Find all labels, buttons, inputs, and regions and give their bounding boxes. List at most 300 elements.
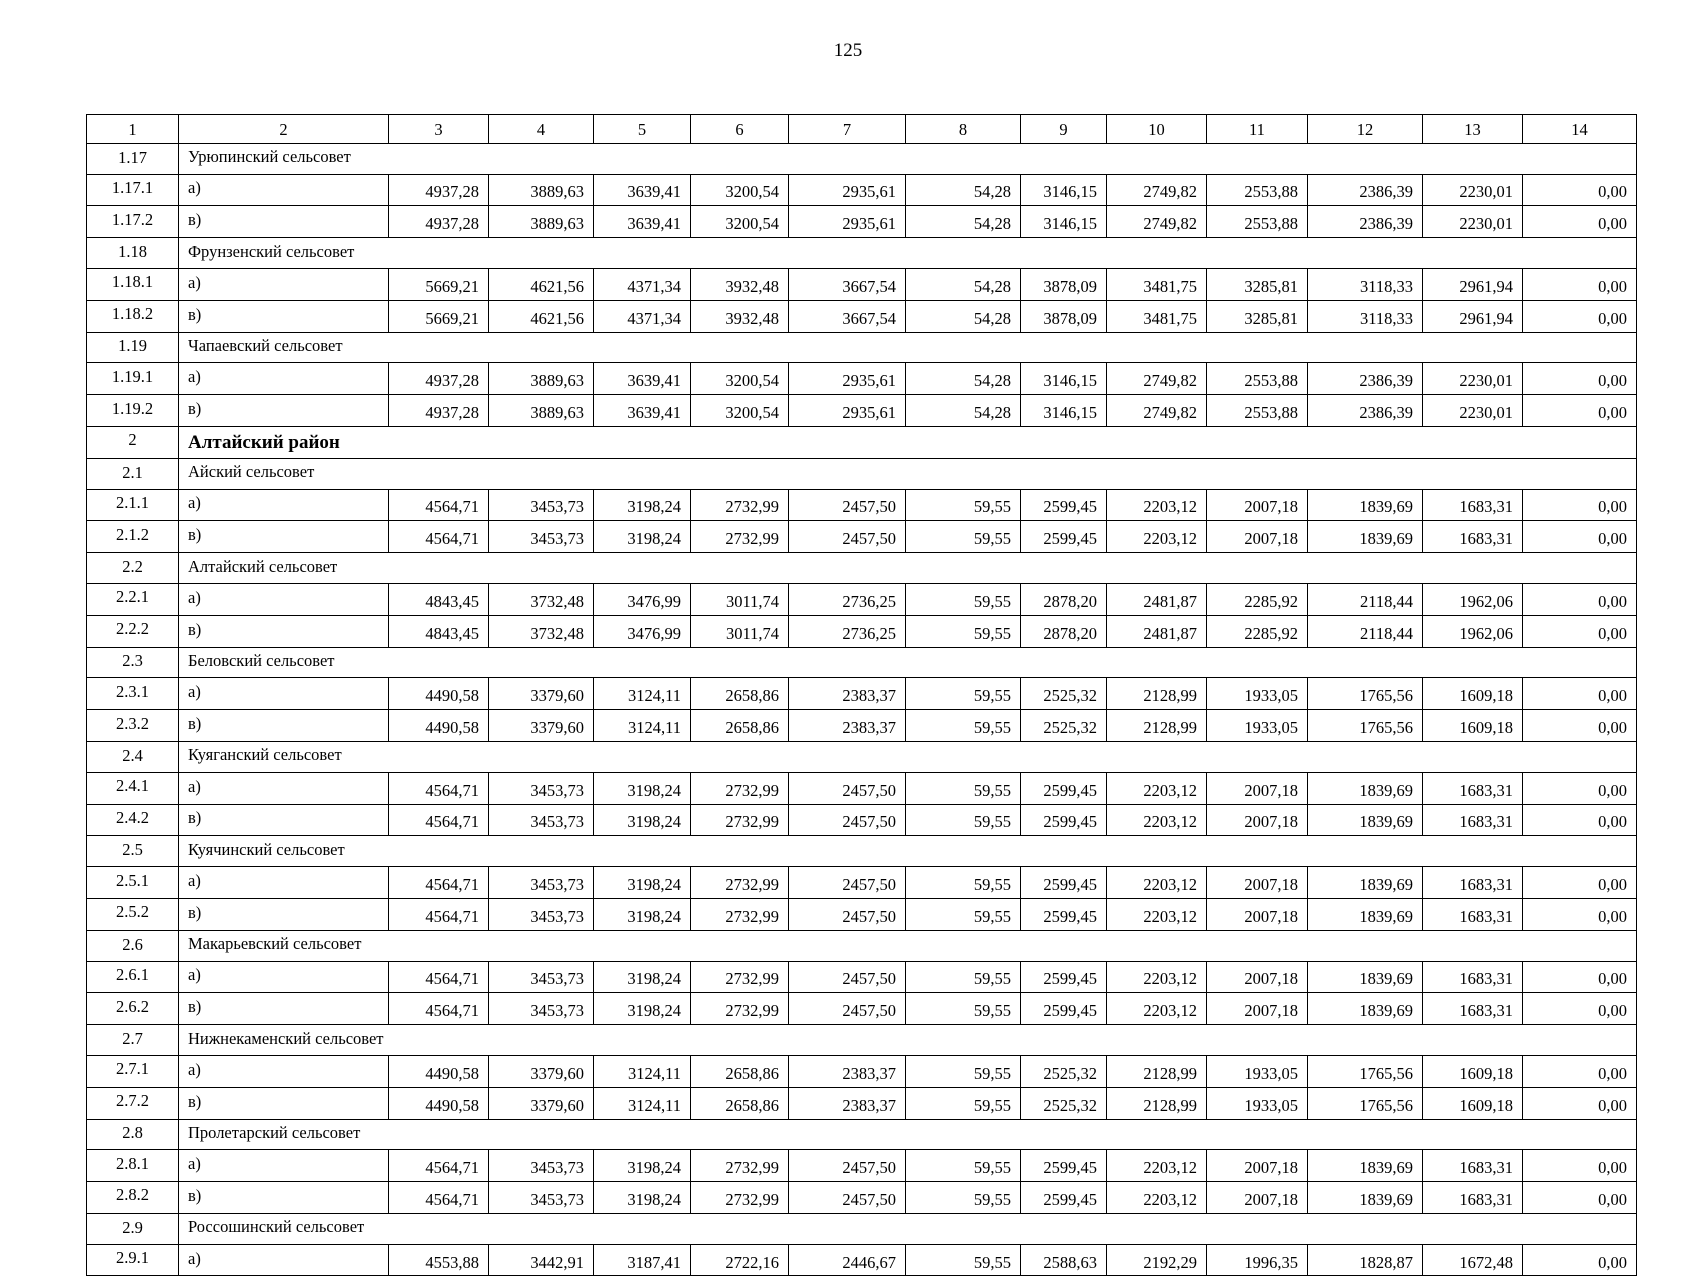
value-cell-col-11: 2007,18: [1207, 804, 1308, 836]
group-header-row: [87, 1119, 1637, 1150]
group-header-row: [87, 741, 1637, 772]
district-name: Алтайский район: [179, 426, 1637, 458]
header-row: [87, 115, 1637, 144]
value-cell-col-3: 4490,58: [389, 678, 489, 710]
value-cell-col-6: 2732,99: [691, 867, 789, 899]
value-cell-col-7: 2457,50: [789, 898, 906, 930]
value-cell-col-8: 59,55: [906, 489, 1021, 521]
value-cell-col-13: 1672,48: [1423, 1244, 1523, 1276]
value-cell-col-5: 3124,11: [594, 1055, 691, 1087]
row-label: в): [179, 300, 389, 332]
column-header-5: 5: [594, 115, 691, 144]
value-cell-col-10: 2128,99: [1107, 710, 1207, 742]
value-cell-col-10: 2203,12: [1107, 1150, 1207, 1182]
value-cell-col-12: 2386,39: [1308, 174, 1423, 206]
value-cell-col-3: 4564,71: [389, 489, 489, 521]
value-cell-col-7: 2383,37: [789, 1087, 906, 1119]
value-cell-col-10: 3481,75: [1107, 268, 1207, 300]
value-cell-col-14: 0,00: [1523, 1055, 1637, 1087]
value-cell-col-5: 4371,34: [594, 300, 691, 332]
value-cell-col-9: 3146,15: [1021, 174, 1107, 206]
value-cell-col-11: 2553,88: [1207, 363, 1308, 395]
value-cell-col-3: 4564,71: [389, 772, 489, 804]
value-cell-col-14: 0,00: [1523, 206, 1637, 238]
column-header-11: 11: [1207, 115, 1308, 144]
value-cell-col-12: 1839,69: [1308, 993, 1423, 1025]
value-cell-col-14: 0,00: [1523, 583, 1637, 615]
value-cell-col-10: 2203,12: [1107, 961, 1207, 993]
value-cell-col-14: 0,00: [1523, 1244, 1637, 1276]
column-header-7: 7: [789, 115, 906, 144]
value-cell-col-14: 0,00: [1523, 268, 1637, 300]
value-cell-col-5: 3639,41: [594, 363, 691, 395]
row-label: в): [179, 206, 389, 238]
value-cell-col-13: 1962,06: [1423, 615, 1523, 647]
value-cell-col-12: 2118,44: [1308, 615, 1423, 647]
value-cell-col-9: 2599,45: [1021, 521, 1107, 553]
value-cell-col-13: 2230,01: [1423, 174, 1523, 206]
value-cell-col-5: 3198,24: [594, 1182, 691, 1214]
row-label: в): [179, 521, 389, 553]
row-label: в): [179, 993, 389, 1025]
value-cell-col-11: 2007,18: [1207, 961, 1308, 993]
row-index: 2.2.1: [87, 583, 179, 615]
value-cell-col-7: 2457,50: [789, 867, 906, 899]
value-cell-col-3: 4564,71: [389, 993, 489, 1025]
value-cell-col-7: 3667,54: [789, 268, 906, 300]
value-cell-col-4: 3453,73: [489, 489, 594, 521]
settlement-name: Пролетарский сельсовет: [179, 1119, 1637, 1150]
group-header-row: [87, 238, 1637, 269]
table-row: [87, 395, 1637, 427]
value-cell-col-6: 3200,54: [691, 174, 789, 206]
value-cell-col-12: 1839,69: [1308, 1182, 1423, 1214]
value-cell-col-6: 2732,99: [691, 772, 789, 804]
row-index: 1.19.1: [87, 363, 179, 395]
row-label: а): [179, 1150, 389, 1182]
settlement-name: Беловский сельсовет: [179, 647, 1637, 678]
column-header-1: 1: [87, 115, 179, 144]
value-cell-col-14: 0,00: [1523, 1182, 1637, 1214]
value-cell-col-6: 3932,48: [691, 300, 789, 332]
table-row: [87, 898, 1637, 930]
table-row: [87, 489, 1637, 521]
value-cell-col-14: 0,00: [1523, 363, 1637, 395]
group-header-row: [87, 1213, 1637, 1244]
value-cell-col-10: 2203,12: [1107, 772, 1207, 804]
value-cell-col-14: 0,00: [1523, 867, 1637, 899]
value-cell-col-11: 2553,88: [1207, 206, 1308, 238]
value-cell-col-14: 0,00: [1523, 710, 1637, 742]
value-cell-col-5: 3198,24: [594, 489, 691, 521]
value-cell-col-13: 1683,31: [1423, 1182, 1523, 1214]
table-row: [87, 615, 1637, 647]
value-cell-col-10: 2749,82: [1107, 395, 1207, 427]
group-header-row: [87, 1025, 1637, 1056]
row-index: 2.4: [87, 741, 179, 772]
value-cell-col-3: 5669,21: [389, 268, 489, 300]
row-label: в): [179, 804, 389, 836]
value-cell-col-6: 2732,99: [691, 489, 789, 521]
value-cell-col-3: 4564,71: [389, 804, 489, 836]
value-cell-col-3: 4490,58: [389, 1087, 489, 1119]
value-cell-col-6: 2732,99: [691, 898, 789, 930]
value-cell-col-9: 3878,09: [1021, 268, 1107, 300]
row-index: 2.3: [87, 647, 179, 678]
value-cell-col-7: 2736,25: [789, 583, 906, 615]
value-cell-col-10: 2203,12: [1107, 898, 1207, 930]
value-cell-col-3: 4564,71: [389, 961, 489, 993]
group-header-row: [87, 930, 1637, 961]
row-index: 1.18.1: [87, 268, 179, 300]
group-header-row: [87, 647, 1637, 678]
row-label: а): [179, 174, 389, 206]
value-cell-col-10: 2203,12: [1107, 804, 1207, 836]
row-label: а): [179, 1055, 389, 1087]
value-cell-col-9: 2525,32: [1021, 710, 1107, 742]
value-cell-col-7: 2383,37: [789, 678, 906, 710]
value-cell-col-8: 59,55: [906, 1244, 1021, 1276]
value-cell-col-13: 1609,18: [1423, 678, 1523, 710]
value-cell-col-10: 3481,75: [1107, 300, 1207, 332]
value-cell-col-6: 2732,99: [691, 521, 789, 553]
value-cell-col-11: 2007,18: [1207, 772, 1308, 804]
table-row: [87, 174, 1637, 206]
value-cell-col-12: 1839,69: [1308, 489, 1423, 521]
value-cell-col-10: 2203,12: [1107, 867, 1207, 899]
settlement-name: Айский сельсовет: [179, 458, 1637, 489]
value-cell-col-14: 0,00: [1523, 300, 1637, 332]
value-cell-col-11: 2553,88: [1207, 174, 1308, 206]
value-cell-col-13: 1683,31: [1423, 867, 1523, 899]
value-cell-col-13: 1683,31: [1423, 489, 1523, 521]
row-index: 2.9: [87, 1213, 179, 1244]
table-row: [87, 867, 1637, 899]
row-index: 1.19.2: [87, 395, 179, 427]
value-cell-col-12: 1765,56: [1308, 1087, 1423, 1119]
value-cell-col-14: 0,00: [1523, 804, 1637, 836]
value-cell-col-6: 2732,99: [691, 1150, 789, 1182]
value-cell-col-4: 3453,73: [489, 521, 594, 553]
value-cell-col-12: 2386,39: [1308, 395, 1423, 427]
value-cell-col-12: 3118,33: [1308, 268, 1423, 300]
row-index: 2.5.1: [87, 867, 179, 899]
value-cell-col-5: 4371,34: [594, 268, 691, 300]
value-cell-col-9: 2599,45: [1021, 1150, 1107, 1182]
value-cell-col-8: 59,55: [906, 804, 1021, 836]
value-cell-col-10: 2203,12: [1107, 521, 1207, 553]
row-label: а): [179, 583, 389, 615]
value-cell-col-7: 2457,50: [789, 521, 906, 553]
value-cell-col-8: 59,55: [906, 898, 1021, 930]
value-cell-col-6: 2658,86: [691, 678, 789, 710]
value-cell-col-7: 3667,54: [789, 300, 906, 332]
value-cell-col-5: 3124,11: [594, 678, 691, 710]
column-header-10: 10: [1107, 115, 1207, 144]
value-cell-col-14: 0,00: [1523, 1150, 1637, 1182]
value-cell-col-4: 3442,91: [489, 1244, 594, 1276]
value-cell-col-6: 2722,16: [691, 1244, 789, 1276]
value-cell-col-11: 3285,81: [1207, 268, 1308, 300]
row-label: а): [179, 678, 389, 710]
value-cell-col-5: 3124,11: [594, 710, 691, 742]
value-cell-col-7: 2935,61: [789, 395, 906, 427]
value-cell-col-8: 54,28: [906, 363, 1021, 395]
value-cell-col-3: 4937,28: [389, 395, 489, 427]
value-cell-col-12: 2386,39: [1308, 206, 1423, 238]
value-cell-col-7: 2457,50: [789, 772, 906, 804]
table-row: [87, 772, 1637, 804]
value-cell-col-7: 2935,61: [789, 363, 906, 395]
value-cell-col-8: 59,55: [906, 772, 1021, 804]
value-cell-col-8: 59,55: [906, 993, 1021, 1025]
row-index: 1.18: [87, 238, 179, 269]
value-cell-col-12: 1839,69: [1308, 961, 1423, 993]
value-cell-col-7: 2457,50: [789, 1182, 906, 1214]
value-cell-col-3: 4843,45: [389, 615, 489, 647]
value-cell-col-13: 1683,31: [1423, 804, 1523, 836]
value-cell-col-6: 2658,86: [691, 710, 789, 742]
settlement-name: Алтайский сельсовет: [179, 553, 1637, 584]
row-label: а): [179, 489, 389, 521]
row-index: 2.1.1: [87, 489, 179, 521]
table-row: [87, 1244, 1637, 1276]
value-cell-col-11: 1933,05: [1207, 1087, 1308, 1119]
value-cell-col-5: 3198,24: [594, 993, 691, 1025]
value-cell-col-12: 1839,69: [1308, 521, 1423, 553]
value-cell-col-3: 4553,88: [389, 1244, 489, 1276]
value-cell-col-11: 1933,05: [1207, 678, 1308, 710]
group-header-row: [87, 332, 1637, 363]
value-cell-col-6: 2732,99: [691, 993, 789, 1025]
value-cell-col-13: 1683,31: [1423, 898, 1523, 930]
value-cell-col-3: 4937,28: [389, 363, 489, 395]
value-cell-col-8: 59,55: [906, 1087, 1021, 1119]
value-cell-col-9: 2599,45: [1021, 489, 1107, 521]
value-cell-col-9: 2525,32: [1021, 1087, 1107, 1119]
value-cell-col-7: 2736,25: [789, 615, 906, 647]
value-cell-col-13: 1609,18: [1423, 1055, 1523, 1087]
value-cell-col-6: 2658,86: [691, 1055, 789, 1087]
value-cell-col-14: 0,00: [1523, 521, 1637, 553]
table-row: [87, 300, 1637, 332]
row-index: 2.8: [87, 1119, 179, 1150]
row-label: в): [179, 1087, 389, 1119]
row-label: в): [179, 1182, 389, 1214]
value-cell-col-11: 2285,92: [1207, 583, 1308, 615]
value-cell-col-13: 1962,06: [1423, 583, 1523, 615]
value-cell-col-7: 2383,37: [789, 710, 906, 742]
value-cell-col-14: 0,00: [1523, 174, 1637, 206]
row-index: 2.7.1: [87, 1055, 179, 1087]
value-cell-col-12: 1839,69: [1308, 898, 1423, 930]
value-cell-col-3: 4490,58: [389, 710, 489, 742]
value-cell-col-13: 1609,18: [1423, 1087, 1523, 1119]
table-row: [87, 1150, 1637, 1182]
row-label: а): [179, 867, 389, 899]
value-cell-col-7: 2457,50: [789, 993, 906, 1025]
value-cell-col-12: 1839,69: [1308, 1150, 1423, 1182]
value-cell-col-10: 2203,12: [1107, 1182, 1207, 1214]
value-cell-col-9: 2599,45: [1021, 772, 1107, 804]
value-cell-col-4: 3453,73: [489, 1150, 594, 1182]
row-index: 2.3.2: [87, 710, 179, 742]
value-cell-col-13: 2230,01: [1423, 363, 1523, 395]
value-cell-col-10: 2128,99: [1107, 678, 1207, 710]
value-cell-col-14: 0,00: [1523, 489, 1637, 521]
value-cell-col-11: 1933,05: [1207, 1055, 1308, 1087]
table-row: [87, 1087, 1637, 1119]
value-cell-col-10: 2203,12: [1107, 993, 1207, 1025]
value-cell-col-8: 59,55: [906, 521, 1021, 553]
value-cell-col-11: 2007,18: [1207, 1182, 1308, 1214]
value-cell-col-12: 1839,69: [1308, 772, 1423, 804]
value-cell-col-5: 3198,24: [594, 521, 691, 553]
value-cell-col-3: 4490,58: [389, 1055, 489, 1087]
value-cell-col-7: 2457,50: [789, 804, 906, 836]
value-cell-col-12: 3118,33: [1308, 300, 1423, 332]
value-cell-col-10: 2192,29: [1107, 1244, 1207, 1276]
value-cell-col-6: 3011,74: [691, 615, 789, 647]
value-cell-col-14: 0,00: [1523, 898, 1637, 930]
value-cell-col-9: 2525,32: [1021, 1055, 1107, 1087]
value-cell-col-9: 3146,15: [1021, 395, 1107, 427]
value-cell-col-4: 3453,73: [489, 1182, 594, 1214]
table-row: [87, 678, 1637, 710]
value-cell-col-4: 3453,73: [489, 993, 594, 1025]
row-index: 2.5: [87, 836, 179, 867]
value-cell-col-5: 3198,24: [594, 961, 691, 993]
table-row: [87, 1055, 1637, 1087]
table-row: [87, 363, 1637, 395]
settlement-name: Фрунзенский сельсовет: [179, 238, 1637, 269]
table-row: [87, 804, 1637, 836]
column-header-3: 3: [389, 115, 489, 144]
value-cell-col-14: 0,00: [1523, 1087, 1637, 1119]
row-index: 2.9.1: [87, 1244, 179, 1276]
column-header-6: 6: [691, 115, 789, 144]
row-index: 1.17: [87, 143, 179, 174]
value-cell-col-11: 2007,18: [1207, 521, 1308, 553]
value-cell-col-5: 3198,24: [594, 867, 691, 899]
value-cell-col-11: 2007,18: [1207, 1150, 1308, 1182]
value-cell-col-8: 59,55: [906, 1182, 1021, 1214]
value-cell-col-9: 2599,45: [1021, 961, 1107, 993]
value-cell-col-7: 2457,50: [789, 1150, 906, 1182]
value-cell-col-5: 3476,99: [594, 583, 691, 615]
value-cell-col-11: 2285,92: [1207, 615, 1308, 647]
column-header-2: 2: [179, 115, 389, 144]
value-cell-col-6: 3200,54: [691, 363, 789, 395]
group-header-row: [87, 143, 1637, 174]
value-cell-col-4: 3453,73: [489, 898, 594, 930]
value-cell-col-9: 2599,45: [1021, 898, 1107, 930]
table-row: [87, 268, 1637, 300]
value-cell-col-4: 3889,63: [489, 174, 594, 206]
row-index: 2.8.1: [87, 1150, 179, 1182]
column-header-9: 9: [1021, 115, 1107, 144]
value-cell-col-8: 59,55: [906, 867, 1021, 899]
table-row: [87, 1182, 1637, 1214]
row-index: 2.7.2: [87, 1087, 179, 1119]
value-cell-col-12: 2118,44: [1308, 583, 1423, 615]
value-cell-col-4: 3453,73: [489, 867, 594, 899]
value-cell-col-9: 2599,45: [1021, 993, 1107, 1025]
row-label: в): [179, 395, 389, 427]
value-cell-col-5: 3476,99: [594, 615, 691, 647]
value-cell-col-9: 3146,15: [1021, 363, 1107, 395]
value-cell-col-14: 0,00: [1523, 961, 1637, 993]
settlement-name: Урюпинский сельсовет: [179, 143, 1637, 174]
value-cell-col-12: 1765,56: [1308, 1055, 1423, 1087]
group-header-row: [87, 836, 1637, 867]
value-cell-col-4: 3732,48: [489, 583, 594, 615]
district-header-row: [87, 426, 1637, 458]
row-label: а): [179, 363, 389, 395]
value-cell-col-4: 3379,60: [489, 678, 594, 710]
row-index: 2.4.1: [87, 772, 179, 804]
group-header-row: [87, 553, 1637, 584]
value-cell-col-14: 0,00: [1523, 993, 1637, 1025]
column-header-12: 12: [1308, 115, 1423, 144]
value-cell-col-3: 4564,71: [389, 1150, 489, 1182]
value-cell-col-14: 0,00: [1523, 678, 1637, 710]
value-cell-col-8: 59,55: [906, 583, 1021, 615]
value-cell-col-10: 2481,87: [1107, 583, 1207, 615]
value-cell-col-5: 3187,41: [594, 1244, 691, 1276]
row-index: 2.1: [87, 458, 179, 489]
value-cell-col-5: 3198,24: [594, 772, 691, 804]
row-index: 2.6.2: [87, 993, 179, 1025]
value-cell-col-4: 4621,56: [489, 268, 594, 300]
value-cell-col-8: 59,55: [906, 710, 1021, 742]
value-cell-col-6: 3011,74: [691, 583, 789, 615]
tariff-table: [86, 114, 1637, 1276]
value-cell-col-11: 1996,35: [1207, 1244, 1308, 1276]
value-cell-col-4: 3732,48: [489, 615, 594, 647]
value-cell-col-11: 2007,18: [1207, 993, 1308, 1025]
value-cell-col-13: 2961,94: [1423, 300, 1523, 332]
value-cell-col-8: 59,55: [906, 961, 1021, 993]
row-index: 2.6.1: [87, 961, 179, 993]
value-cell-col-9: 3878,09: [1021, 300, 1107, 332]
value-cell-col-3: 4937,28: [389, 174, 489, 206]
row-label: а): [179, 268, 389, 300]
table-row: [87, 961, 1637, 993]
value-cell-col-3: 4843,45: [389, 583, 489, 615]
value-cell-col-3: 4564,71: [389, 867, 489, 899]
value-cell-col-7: 2446,67: [789, 1244, 906, 1276]
value-cell-col-5: 3198,24: [594, 804, 691, 836]
value-cell-col-10: 2749,82: [1107, 206, 1207, 238]
value-cell-col-12: 1828,87: [1308, 1244, 1423, 1276]
value-cell-col-4: 3889,63: [489, 206, 594, 238]
row-label: в): [179, 615, 389, 647]
value-cell-col-8: 54,28: [906, 300, 1021, 332]
value-cell-col-4: 3379,60: [489, 710, 594, 742]
value-cell-col-11: 2007,18: [1207, 898, 1308, 930]
value-cell-col-4: 3453,73: [489, 961, 594, 993]
row-index: 2: [87, 426, 179, 458]
value-cell-col-8: 54,28: [906, 174, 1021, 206]
value-cell-col-5: 3639,41: [594, 206, 691, 238]
value-cell-col-4: 3379,60: [489, 1055, 594, 1087]
row-index: 1.17.2: [87, 206, 179, 238]
table-row: [87, 993, 1637, 1025]
value-cell-col-6: 2732,99: [691, 1182, 789, 1214]
settlement-name: Куячинский сельсовет: [179, 836, 1637, 867]
value-cell-col-12: 1765,56: [1308, 710, 1423, 742]
